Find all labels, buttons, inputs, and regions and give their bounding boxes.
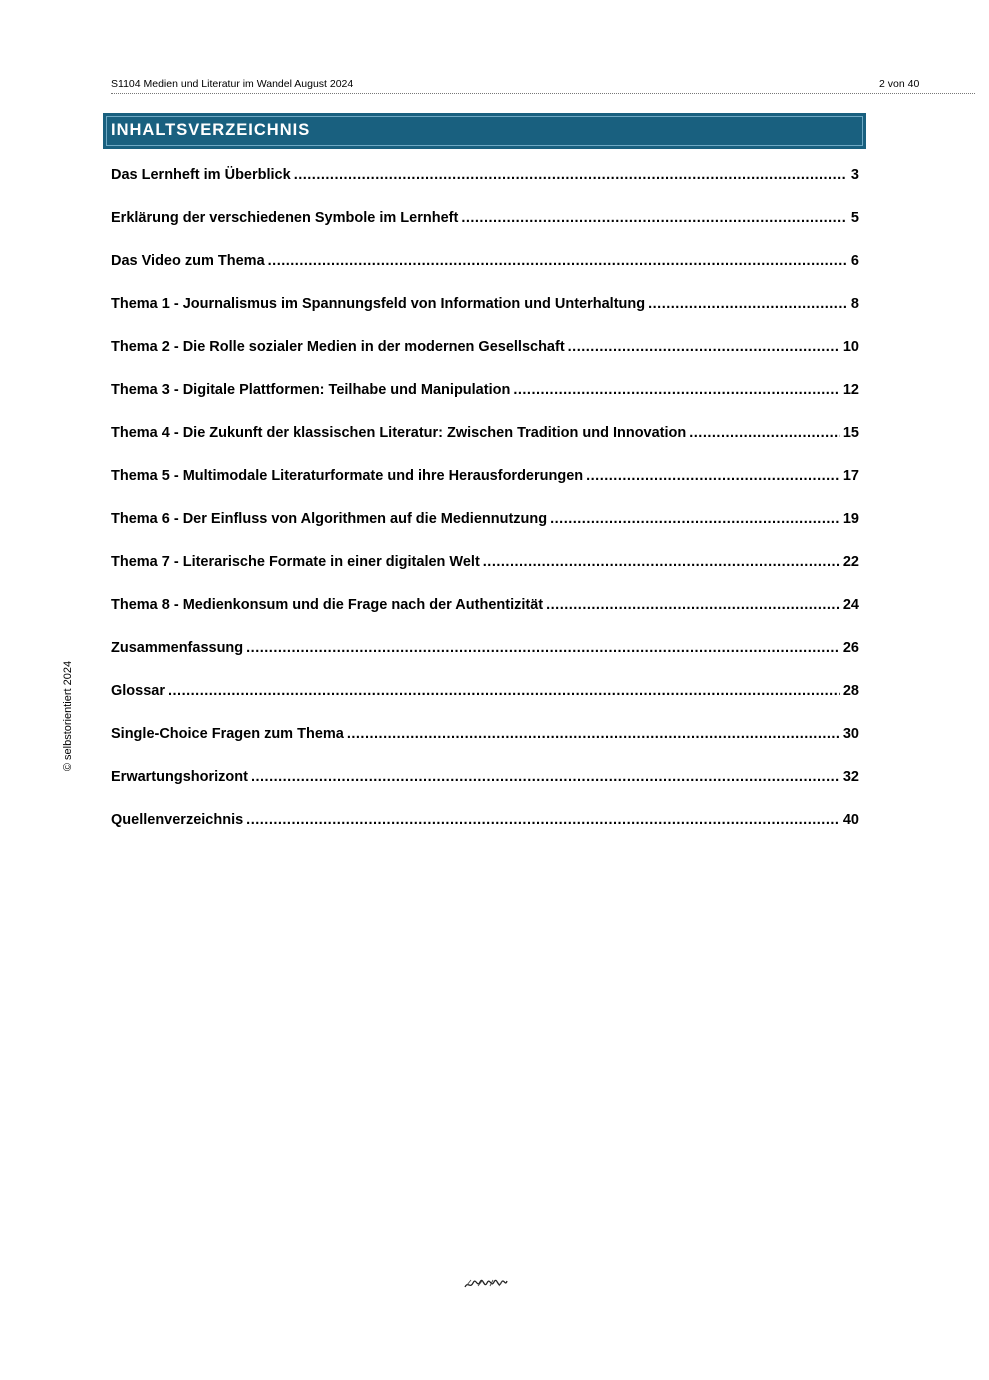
toc-entry-label: Thema 2 - Die Rolle sozialer Medien in der modernen Gesellschaft: [111, 339, 565, 355]
toc-entry-page: 22: [842, 554, 859, 570]
toc-entry-label: Thema 6 - Der Einfluss von Algorithmen auf die Mediennutzung: [111, 511, 548, 527]
toc-entry-label: Thema 3 - Digitale Plattformen: Teilhabe und Manipulation: [111, 382, 511, 398]
toc-entry[interactable]: [111, 210, 859, 253]
toc-entry-page: 26: [842, 640, 859, 656]
toc-entry[interactable]: [111, 511, 859, 554]
toc-entry-page: 3: [850, 167, 859, 183]
dot-leader: [268, 253, 846, 269]
toc-entry[interactable]: [111, 339, 859, 382]
toc-entry[interactable]: [111, 683, 859, 726]
toc-entry-page: 28: [842, 683, 859, 699]
page-header: [111, 77, 975, 94]
toc-entry-label: Thema 4 - Die Zukunft der klassischen Literatur: Zwischen Tradition und Innovation: [111, 425, 687, 441]
toc-entry[interactable]: [111, 382, 859, 425]
toc-entry-page: 6: [850, 253, 859, 269]
dot-leader: [461, 210, 846, 226]
document-title: S1104 Medien und Literatur im Wandel August 2024: [111, 78, 354, 90]
handwritten-signature-logo-icon: [463, 1277, 509, 1291]
toc-entry-label: Das Video zum Thema: [111, 253, 265, 269]
dot-leader: [251, 769, 840, 785]
toc-entry[interactable]: [111, 769, 859, 812]
toc-heading: INHALTSVERZEICHNIS: [111, 121, 311, 139]
toc-entry-label: Thema 1 - Journalismus im Spannungsfeld von Information und Unterhaltung: [111, 296, 646, 312]
toc-entry[interactable]: [111, 167, 859, 210]
toc-entry-label: Glossar: [111, 683, 165, 699]
dot-leader: [689, 425, 840, 441]
toc-entry[interactable]: [111, 296, 859, 339]
toc-entry[interactable]: [111, 726, 859, 769]
dot-leader: [550, 511, 840, 527]
toc-entry-label: Erklärung der verschiedenen Symbole im Lernheft: [111, 210, 459, 226]
dot-leader: [168, 683, 840, 699]
dot-leader: [513, 382, 840, 398]
toc-entry-page: 12: [842, 382, 859, 398]
toc-entry[interactable]: [111, 554, 859, 597]
toc-entry-page: 30: [842, 726, 859, 742]
dot-leader: [568, 339, 840, 355]
dot-leader: [347, 726, 840, 742]
dot-leader: [294, 167, 846, 183]
toc-entry-page: 8: [850, 296, 859, 312]
toc-entry-page: 10: [842, 339, 859, 355]
toc-entry-page: 17: [842, 468, 859, 484]
page-indicator: 2 von 40: [879, 78, 920, 90]
toc-entry[interactable]: [111, 640, 859, 683]
dot-leader: [246, 812, 840, 828]
dot-leader: [483, 554, 840, 570]
toc-entry-page: 15: [842, 425, 859, 441]
toc-entry-label: Thema 8 - Medienkonsum und die Frage nach der Authentizität: [111, 597, 544, 613]
dot-leader: [546, 597, 840, 613]
dot-leader: [246, 640, 840, 656]
toc-entry[interactable]: [111, 468, 859, 511]
toc-entry[interactable]: [111, 812, 859, 855]
toc-entry[interactable]: [111, 253, 859, 296]
toc-entry[interactable]: [111, 597, 859, 640]
toc-entry-label: Quellenverzeichnis: [111, 812, 244, 828]
toc-entry-page: 32: [842, 769, 859, 785]
copyright-notice: © selbstorientiert 2024: [62, 660, 74, 772]
toc-entry-label: Erwartungshorizont: [111, 769, 248, 785]
toc-entry-label: Thema 7 - Literarische Formate in einer digitalen Welt: [111, 554, 480, 570]
dot-leader: [586, 468, 840, 484]
toc-entry-page: 19: [842, 511, 859, 527]
table-of-contents: [111, 167, 859, 855]
toc-entry-label: Zusammenfassung: [111, 640, 244, 656]
toc-entry-page: 5: [850, 210, 859, 226]
toc-heading-banner: [103, 113, 866, 149]
toc-entry[interactable]: [111, 425, 859, 468]
toc-entry-label: Thema 5 - Multimodale Literaturformate und ihre Herausforderungen: [111, 468, 584, 484]
toc-entry-label: Single-Choice Fragen zum Thema: [111, 726, 344, 742]
toc-entry-page: 40: [842, 812, 859, 828]
dot-leader: [648, 296, 846, 312]
toc-entry-label: Das Lernheft im Überblick: [111, 167, 291, 183]
toc-entry-page: 24: [842, 597, 859, 613]
